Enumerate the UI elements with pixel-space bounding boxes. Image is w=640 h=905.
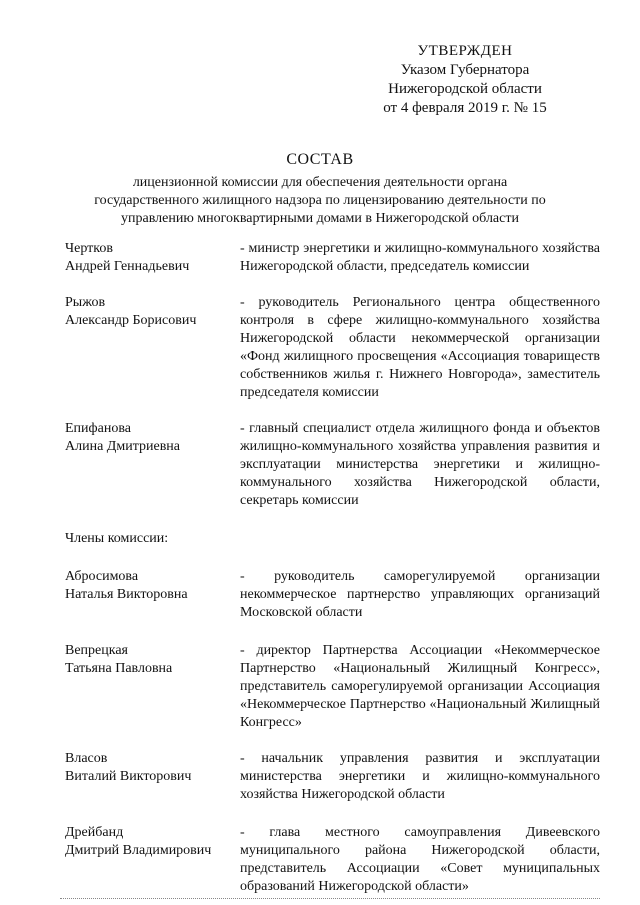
commission-entry	[65, 294, 600, 402]
person-surname: Рыжов	[65, 295, 106, 310]
scan-edge-line	[60, 898, 600, 899]
person-given-name: Александр Борисович	[65, 313, 197, 328]
approval-heading: УТВЕРЖДЕН	[417, 43, 513, 59]
subtitle-line: лицензионной комиссии для обеспечения деятельности органа	[132, 175, 508, 190]
person-surname: Вепрецкая	[65, 643, 128, 658]
person-given-name: Алина Дмитриевна	[65, 439, 181, 454]
person-name	[65, 568, 230, 622]
person-surname: Абросимова	[65, 569, 139, 584]
person-role: - начальник управления развития и эксплуатации министерства энергетики и жилищно-коммунального хозяйства Нижегородской области	[240, 751, 600, 802]
person-name	[65, 750, 230, 804]
person-role: - руководитель саморегулируемой организации некоммерческое партнерство управляющих организаций Московской области	[240, 569, 600, 620]
person-name	[65, 294, 230, 402]
approval-line: Нижегородской области	[388, 81, 542, 97]
person-role: - глава местного самоуправления Дивеевского муниципального района Нижегородской области, представитель Ассоциации «Совет муниципальных образований Нижегородской области»	[240, 825, 600, 894]
commission-entry	[65, 642, 600, 732]
commission-entry	[65, 240, 600, 276]
members-label: Члены комиссии:	[65, 531, 169, 546]
person-given-name: Татьяна Павловна	[65, 661, 173, 676]
subtitle-line: государственного жилищного надзора по лицензированию деятельности по	[94, 193, 546, 208]
person-given-name: Дмитрий Владимирович	[65, 843, 212, 858]
person-surname: Власов	[65, 751, 108, 766]
person-surname: Дрейбанд	[65, 825, 124, 840]
document-subtitle	[40, 174, 600, 228]
title-block	[40, 150, 600, 228]
person-role: - директор Партнерства Ассоциации «Некоммерческое Партнерство «Национальный Жилищный Конгресс», представитель саморегулируемой организации Ассоциация «Некоммерческое Партнерство «Национальный Жилищный Конгресс»	[240, 643, 600, 730]
person-given-name: Наталья Викторовна	[65, 587, 188, 602]
commission-entry	[65, 568, 600, 622]
person-name	[65, 240, 230, 276]
person-name	[65, 824, 230, 896]
approval-line: Указом Губернатора	[400, 62, 530, 78]
person-role: - руководитель Регионального центра общественного контроля в сфере жилищно-коммунального хозяйства Нижегородской области некоммерческой организации «Фонд жилищного просвещения «Ассоциация товариществ собственников жилья г. Нижнего Новгорода», заместитель председателя комиссии	[240, 295, 600, 400]
person-role: - министр энергетики и жилищно-коммунального хозяйства Нижегородской области, председатель комиссии	[240, 241, 600, 274]
commission-entry	[65, 750, 600, 804]
subtitle-line: управлению многоквартирными домами в Нижегородской области	[121, 211, 519, 226]
person-name	[65, 642, 230, 732]
commission-list	[65, 240, 600, 896]
commission-entry	[65, 420, 600, 510]
approval-date-line: от 4 февраля 2019 г. № 15	[383, 100, 547, 116]
approval-stamp	[340, 42, 590, 118]
person-given-name: Виталий Викторович	[65, 769, 192, 784]
person-surname: Чертков	[65, 241, 113, 256]
commission-entry	[65, 824, 600, 896]
person-name	[65, 420, 230, 510]
person-given-name: Андрей Геннадьевич	[65, 259, 190, 274]
document-title: СОСТАВ	[286, 151, 354, 168]
person-role: - главный специалист отдела жилищного фонда и объектов жилищно-коммунального хозяйства управления развития и эксплуатации министерства энергетики и жилищно-коммунального хозяйства Нижегородской области, секретарь комиссии	[240, 421, 600, 508]
person-surname: Епифанова	[65, 421, 131, 436]
